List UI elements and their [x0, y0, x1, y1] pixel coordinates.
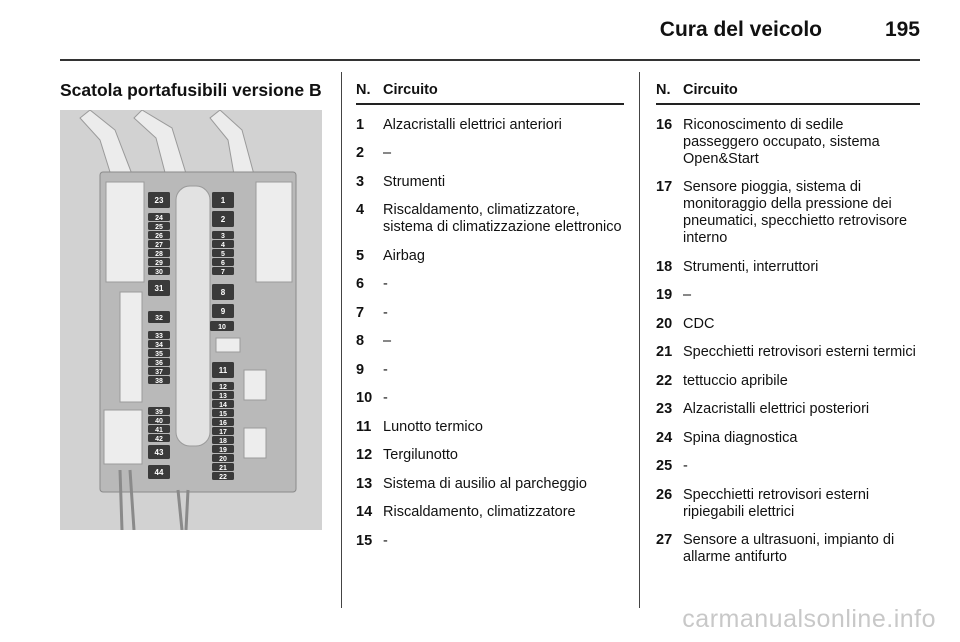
table-row	[656, 287, 920, 304]
section-title: Scatola portafusibili versione B	[60, 80, 322, 100]
svg-text:27: 27	[155, 242, 163, 249]
svg-text:3: 3	[221, 233, 225, 240]
fuse-box-illustration	[60, 110, 322, 530]
circuit-description: Riconoscimento di sedile passeggero occupato, sistema Open&Start	[683, 116, 880, 167]
header-circuit: Circuito	[683, 82, 738, 98]
svg-text:12: 12	[219, 384, 227, 391]
header-number: N.	[356, 82, 371, 98]
circuit-description: Sensore pioggia, sistema di monitoraggio della pressione dei pneumatici, specchietto retrovisore interno	[683, 179, 908, 246]
fuse-number: 6	[356, 276, 365, 292]
svg-text:44: 44	[154, 468, 164, 477]
table-row	[356, 202, 624, 236]
svg-text:30: 30	[155, 269, 163, 276]
fuse-label	[212, 284, 234, 300]
svg-text:29: 29	[155, 260, 163, 267]
fuse-number: 27	[656, 532, 673, 548]
circuit-description: Riscaldamento, climatizzatore	[383, 504, 576, 520]
svg-text:22: 22	[219, 474, 227, 481]
svg-text:23: 23	[154, 196, 164, 205]
fuse-number: 8	[356, 333, 365, 349]
fuse-label	[212, 409, 234, 418]
fuse-label	[148, 340, 170, 349]
fuse-label	[148, 240, 170, 249]
svg-text:33: 33	[155, 333, 163, 340]
fuse-label	[148, 249, 170, 258]
fuse-label	[210, 321, 234, 331]
svg-text:35: 35	[155, 351, 163, 358]
fuse-label	[148, 367, 170, 376]
table-rows	[656, 117, 920, 567]
fuse-label	[148, 445, 170, 459]
table-row	[656, 430, 920, 447]
page-number: 195	[884, 18, 920, 41]
fuse-number: 10	[356, 390, 373, 406]
svg-text:42: 42	[155, 436, 163, 443]
table-row	[356, 276, 624, 293]
table-row	[356, 248, 624, 265]
fuse-label	[212, 240, 234, 249]
fuse-label	[212, 211, 234, 227]
header-circuit: Circuito	[383, 82, 438, 98]
fuse-label	[212, 418, 234, 427]
fuse-number: 23	[656, 401, 673, 417]
fuse-label	[148, 331, 170, 340]
fuse-label	[148, 416, 170, 425]
fuse-label	[212, 391, 234, 400]
table-row	[656, 316, 920, 333]
fuse-label	[212, 382, 234, 391]
svg-text:9: 9	[220, 307, 226, 316]
svg-text:26: 26	[155, 233, 163, 240]
svg-text:10: 10	[218, 324, 226, 331]
table-row	[356, 447, 624, 464]
header-number: N.	[656, 82, 671, 98]
svg-text:6: 6	[221, 260, 225, 267]
svg-text:34: 34	[155, 342, 163, 349]
svg-text:2: 2	[220, 215, 226, 224]
fuse-label	[148, 407, 170, 416]
svg-text:43: 43	[154, 448, 164, 457]
svg-text:38: 38	[155, 378, 163, 385]
circuit-description: Alzacristalli elettrici anteriori	[383, 116, 562, 133]
column-divider-1	[341, 72, 342, 608]
fuse-label	[148, 213, 170, 222]
circuit-description: -	[383, 276, 388, 292]
fuse-number: 13	[356, 475, 373, 492]
fuse-number: 22	[656, 372, 673, 389]
table-row	[356, 305, 624, 322]
fuse-number: 7	[356, 304, 365, 321]
fuse-label	[212, 249, 234, 258]
svg-text:16: 16	[219, 420, 227, 427]
fuse-label	[148, 192, 170, 208]
fuse-label	[212, 304, 234, 318]
fuse-label	[148, 231, 170, 240]
table-row	[656, 344, 920, 361]
table-row	[656, 487, 920, 521]
fuse-label	[148, 222, 170, 231]
svg-text:14: 14	[219, 402, 227, 409]
table-row	[656, 373, 920, 390]
fuse-number: 18	[656, 258, 673, 275]
table-row	[656, 532, 920, 566]
svg-text:11: 11	[218, 366, 228, 375]
fuse-number: 5	[356, 247, 365, 264]
svg-text:28: 28	[155, 251, 163, 258]
fuse-number: 1	[356, 116, 365, 133]
svg-text:25: 25	[155, 224, 163, 231]
circuit-description: Riscaldamento, climatizzatore, sistema di climatizzazione elettronico	[383, 202, 622, 235]
fuse-label	[148, 258, 170, 267]
fuse-number: 14	[356, 504, 373, 520]
table-header	[356, 82, 624, 105]
fuse-label	[148, 425, 170, 434]
svg-text:40: 40	[155, 418, 163, 425]
fuse-box-figure	[60, 110, 322, 530]
fuse-number: 24	[656, 429, 673, 446]
svg-text:7: 7	[221, 269, 225, 276]
svg-text:39: 39	[155, 409, 163, 416]
fuse-number: 17	[656, 179, 673, 195]
table-row	[356, 174, 624, 191]
table-rows	[356, 117, 624, 550]
fuse-label	[212, 427, 234, 436]
fuse-label	[212, 400, 234, 409]
fuse-number: 2	[356, 145, 365, 161]
fuse-number: 16	[656, 116, 673, 133]
svg-text:19: 19	[219, 447, 227, 454]
table-row	[356, 419, 624, 436]
circuit-description: tettuccio apribile	[683, 372, 788, 389]
circuit-description: –	[383, 333, 392, 349]
fuse-label	[148, 376, 170, 385]
fuse-number: 20	[656, 315, 673, 332]
column-divider-2	[639, 72, 640, 608]
table-row	[656, 401, 920, 418]
fuse-label	[212, 231, 234, 240]
table-row	[356, 504, 624, 521]
fuse-label	[212, 362, 234, 378]
header-title: Cura del veicolo	[659, 18, 822, 41]
fuse-label	[148, 434, 170, 443]
fuse-label	[148, 465, 170, 479]
table-row	[656, 458, 920, 475]
circuit-description: Specchietti retrovisori esterni ripiegabili elettrici	[683, 486, 870, 520]
svg-text:5: 5	[221, 251, 225, 258]
circuit-description: Sistema di ausilio al parcheggio	[383, 475, 587, 492]
svg-text:1: 1	[220, 196, 226, 205]
svg-text:8: 8	[220, 288, 226, 297]
table-row	[656, 117, 920, 168]
fuse-label	[212, 258, 234, 267]
fuse-label	[212, 472, 234, 481]
circuit-description: Tergilunotto	[383, 447, 458, 463]
fuse-label	[212, 463, 234, 472]
svg-text:13: 13	[219, 393, 227, 400]
circuit-description: Lunotto termico	[383, 418, 483, 435]
circuit-description: Spina diagnostica	[683, 429, 798, 446]
circuit-description: Airbag	[383, 247, 425, 264]
fuse-label	[212, 454, 234, 463]
circuit-description: CDC	[683, 315, 715, 332]
circuit-description: Specchietti retrovisori esterni termici	[683, 344, 916, 360]
fuse-label	[148, 349, 170, 358]
svg-text:15: 15	[219, 411, 227, 418]
fuse-number: 25	[656, 458, 673, 474]
fuse-label	[212, 436, 234, 445]
circuit-description: -	[383, 532, 388, 549]
svg-text:36: 36	[155, 360, 163, 367]
circuit-description: -	[383, 361, 388, 378]
table-row	[356, 390, 624, 407]
fuse-number: 3	[356, 173, 365, 190]
watermark: carmanualsonline.info	[682, 605, 936, 633]
circuit-description: -	[383, 390, 388, 406]
svg-text:37: 37	[155, 369, 163, 376]
svg-text:24: 24	[155, 215, 163, 222]
fuse-label	[148, 311, 170, 323]
table-row	[356, 117, 624, 134]
svg-text:20: 20	[219, 456, 227, 463]
fuse-label	[148, 267, 170, 276]
fuse-number: 15	[356, 532, 373, 549]
circuit-description: –	[683, 287, 692, 303]
table-row	[356, 476, 624, 493]
fuse-number: 26	[656, 486, 673, 503]
circuit-description: –	[383, 145, 392, 161]
table-row	[356, 533, 624, 550]
fuse-number: 21	[656, 344, 673, 360]
fuse-number: 9	[356, 361, 365, 378]
svg-text:17: 17	[219, 429, 227, 436]
fuse-label	[212, 445, 234, 454]
table-row	[356, 145, 624, 162]
circuit-description: Alzacristalli elettrici posteriori	[683, 401, 870, 417]
table-row	[356, 333, 624, 350]
circuit-description: Sensore a ultrasuoni, impianto di allarme antifurto	[683, 532, 895, 565]
svg-text:31: 31	[154, 284, 164, 293]
fuse-table-2	[656, 82, 920, 566]
fuse-number: 19	[656, 287, 673, 303]
svg-text:18: 18	[219, 438, 227, 445]
table-header	[656, 82, 920, 105]
fuse-number: 4	[356, 202, 365, 218]
table-row	[656, 179, 920, 247]
fuse-label	[212, 267, 234, 276]
header-rule	[60, 59, 920, 61]
fuse-label	[148, 280, 170, 296]
circuit-description: -	[683, 458, 688, 474]
fuse-label	[148, 358, 170, 367]
fuse-number: 11	[356, 418, 372, 435]
svg-text:41: 41	[155, 427, 163, 434]
circuit-description: -	[383, 304, 388, 321]
circuit-description: Strumenti	[383, 173, 446, 190]
table-row	[656, 259, 920, 276]
fuse-table-1	[356, 82, 624, 550]
fuse-number: 12	[356, 447, 373, 463]
fuse-label	[212, 192, 234, 208]
circuit-description: Strumenti, interruttori	[683, 258, 819, 275]
svg-text:4: 4	[221, 242, 225, 249]
svg-text:21: 21	[219, 465, 227, 472]
table-row	[356, 362, 624, 379]
svg-text:32: 32	[155, 315, 163, 322]
